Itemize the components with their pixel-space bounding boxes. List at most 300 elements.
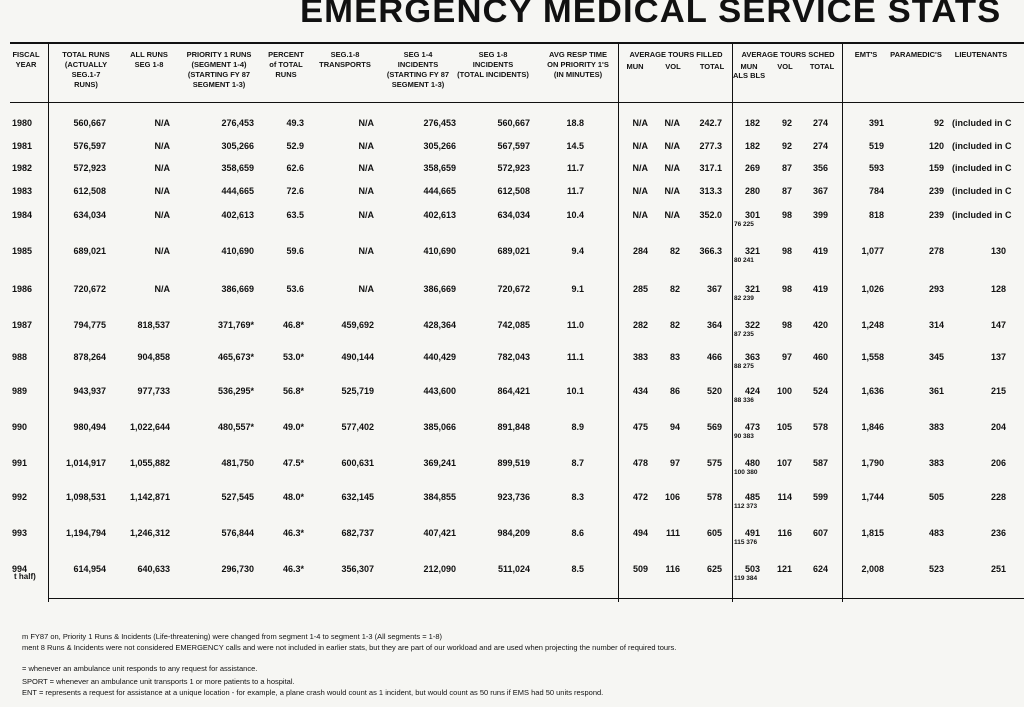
cell-total-runs: 612,508 xyxy=(73,186,106,196)
cell-tf-mun: 494 xyxy=(632,528,648,538)
cell-ts-mun: 182 xyxy=(744,118,760,128)
cell-tf-vol: N/A xyxy=(664,163,680,173)
cell-priority1: 576,844 xyxy=(221,528,254,538)
cell-tf-mun: 282 xyxy=(632,320,648,330)
cell-ts-mun: 480 xyxy=(744,458,760,468)
cell-percent: 49.3 xyxy=(286,118,304,128)
cell-incidents-1-8: 560,667 xyxy=(497,118,530,128)
cell-incidents-1-8: 864,421 xyxy=(497,386,530,396)
cell-percent: 49.0* xyxy=(282,422,304,432)
cell-tf-total: 364 xyxy=(706,320,722,330)
cell-tf-vol: 94 xyxy=(669,422,680,432)
cell-priority1: 444,665 xyxy=(221,186,254,196)
cell-ts-vol: 105 xyxy=(776,422,792,432)
table-row xyxy=(0,528,1024,568)
cell-tf-mun: 285 xyxy=(632,284,648,294)
cell-emts: 1,790 xyxy=(861,458,884,468)
cell-incidents-1-4: 386,669 xyxy=(423,284,456,294)
cell-transports: N/A xyxy=(358,186,374,196)
cell-tf-total: 605 xyxy=(706,528,722,538)
cell-total-runs: 878,264 xyxy=(73,352,106,362)
cell-ts-mun: 424 xyxy=(744,386,760,396)
cell-transports: N/A xyxy=(358,284,374,294)
cell-tf-total: 242.7 xyxy=(699,118,722,128)
cell-emts: 1,026 xyxy=(861,284,884,294)
cell-ts-mun: 503 xyxy=(744,564,760,574)
cell-ts-total: 367 xyxy=(812,186,828,196)
cell-all-runs: N/A xyxy=(154,163,170,173)
cell-emts: 2,008 xyxy=(861,564,884,574)
cell-als-bls: 76 225 xyxy=(734,221,754,228)
cell-tf-total: 317.1 xyxy=(699,163,722,173)
cell-tf-vol: N/A xyxy=(664,186,680,196)
cell-lieutenants: 128 xyxy=(990,284,1006,294)
cell-tf-vol: 111 xyxy=(665,528,680,538)
cell-priority1: 371,769* xyxy=(217,320,254,330)
cell-all-runs: 1,246,312 xyxy=(129,528,170,538)
cell-ts-mun: 485 xyxy=(744,492,760,502)
cell-paramedics: 159 xyxy=(928,163,944,173)
cell-avg-resp: 18.8 xyxy=(566,118,584,128)
cell-emts: 784 xyxy=(868,186,884,196)
cell-ts-total: 419 xyxy=(812,284,828,294)
cell-incidents-1-8: 891,848 xyxy=(497,422,530,432)
cell-total-runs: 614,954 xyxy=(73,564,106,574)
cell-paramedics: 383 xyxy=(928,458,944,468)
cell-als-bls: 80 241 xyxy=(734,257,754,264)
cell-percent: 47.5* xyxy=(282,458,304,468)
cell-incidents-1-4: 385,066 xyxy=(423,422,456,432)
cell-als-bls: 82 239 xyxy=(734,295,754,302)
cell-lieutenants: 137 xyxy=(990,352,1006,362)
cell-ts-total: 524 xyxy=(812,386,828,396)
cell-tf-mun: 434 xyxy=(632,386,648,396)
cell-all-runs: N/A xyxy=(154,118,170,128)
cell-paramedics: 345 xyxy=(928,352,944,362)
cell-tf-vol: 82 xyxy=(669,284,680,294)
cell-ts-total: 399 xyxy=(812,210,828,220)
cell-percent: 48.0* xyxy=(282,492,304,502)
cell-tf-vol: 82 xyxy=(669,246,680,256)
cell-tf-vol: N/A xyxy=(664,118,680,128)
cell-incidents-1-8: 720,672 xyxy=(497,284,530,294)
cell-paramedics: 92 xyxy=(933,118,944,128)
cell-transports: N/A xyxy=(358,141,374,151)
cell-paramedics: 483 xyxy=(928,528,944,538)
cell-emts: 1,558 xyxy=(861,352,884,362)
cell-tf-vol: N/A xyxy=(664,141,680,151)
cell-ts-vol: 98 xyxy=(781,210,792,220)
cell-paramedics: 278 xyxy=(928,246,944,256)
cell-tf-total: 466 xyxy=(706,352,722,362)
cell-ts-vol: 87 xyxy=(781,186,792,196)
cell-tf-mun: N/A xyxy=(632,186,648,196)
cell-lieutenants: (included in C xyxy=(952,186,1012,196)
cell-tf-vol: 86 xyxy=(669,386,680,396)
header-ts-total: TOTAL xyxy=(809,62,835,71)
cell-incidents-1-8: 984,209 xyxy=(497,528,530,538)
cell-transports: 525,719 xyxy=(341,386,374,396)
cell-transports: 632,145 xyxy=(341,492,374,502)
cell-lieutenants: (included in C xyxy=(952,210,1012,220)
cell-ts-vol: 92 xyxy=(781,118,792,128)
cell-als-bls: 115 376 xyxy=(734,539,758,546)
cell-incidents-1-4: 276,453 xyxy=(423,118,456,128)
cell-priority1: 386,669 xyxy=(221,284,254,294)
cell-transports: 682,737 xyxy=(341,528,374,538)
cell-lieutenants: 251 xyxy=(990,564,1006,574)
cell-avg-resp: 10.1 xyxy=(566,386,584,396)
cell-lieutenants: 147 xyxy=(990,320,1006,330)
header-tours-filled: AVERAGE TOURS FILLED xyxy=(629,50,723,59)
cell-lieutenants: 206 xyxy=(990,458,1006,468)
cell-transports: N/A xyxy=(358,210,374,220)
cell-ts-total: 274 xyxy=(812,118,828,128)
cell-priority1: 481,750 xyxy=(221,458,254,468)
cell-tf-mun: 509 xyxy=(632,564,648,574)
cell-paramedics: 361 xyxy=(928,386,944,396)
cell-incidents-1-8: 782,043 xyxy=(497,352,530,362)
cell-tf-mun: 478 xyxy=(632,458,648,468)
cell-ts-vol: 121 xyxy=(776,564,792,574)
cell-lieutenants: 130 xyxy=(990,246,1006,256)
cell-ts-vol: 97 xyxy=(781,352,792,362)
cell-paramedics: 120 xyxy=(928,141,944,151)
cell-ts-total: 624 xyxy=(812,564,828,574)
cell-incidents-1-4: 212,090 xyxy=(423,564,456,574)
header-rule xyxy=(10,102,1024,103)
cell-emts: 1,744 xyxy=(861,492,884,502)
cell-emts: 1,248 xyxy=(861,320,884,330)
cell-incidents-1-4: 369,241 xyxy=(423,458,456,468)
cell-ts-total: 599 xyxy=(812,492,828,502)
cell-tf-vol: 83 xyxy=(669,352,680,362)
cell-priority1: 536,295* xyxy=(217,386,254,396)
header-avg-resp: AVG RESP TIME ON PRIORITY 1'S (IN MINUTES) xyxy=(547,50,609,79)
cell-tf-mun: N/A xyxy=(632,118,648,128)
cell-avg-resp: 9.4 xyxy=(571,246,584,256)
cell-fiscal-year: 1984 xyxy=(12,210,33,220)
cell-ts-total: 607 xyxy=(812,528,828,538)
cell-incidents-1-4: 444,665 xyxy=(423,186,456,196)
table-row xyxy=(0,564,1024,604)
cell-all-runs: N/A xyxy=(154,246,170,256)
cell-transports: 459,692 xyxy=(341,320,374,330)
cell-priority1: 305,266 xyxy=(221,141,254,151)
cell-incidents-1-8: 572,923 xyxy=(497,163,530,173)
header-emts: EMT'S xyxy=(854,50,878,59)
cell-tf-vol: N/A xyxy=(664,210,680,220)
cell-incidents-1-4: 384,855 xyxy=(423,492,456,502)
cell-incidents-1-4: 305,266 xyxy=(423,141,456,151)
cell-all-runs: 1,142,871 xyxy=(129,492,170,502)
cell-emts: 1,636 xyxy=(861,386,884,396)
cell-tf-mun: N/A xyxy=(632,210,648,220)
cell-percent: 59.6 xyxy=(286,246,304,256)
cell-ts-total: 578 xyxy=(812,422,828,432)
cell-lieutenants: 236 xyxy=(990,528,1006,538)
cell-incidents-1-4: 440,429 xyxy=(423,352,456,362)
cell-transports: N/A xyxy=(358,246,374,256)
cell-paramedics: 523 xyxy=(928,564,944,574)
cell-emts: 391 xyxy=(868,118,884,128)
cell-percent: 72.6 xyxy=(286,186,304,196)
cell-incidents-1-8: 634,034 xyxy=(497,210,530,220)
cell-tf-vol: 82 xyxy=(669,320,680,330)
cell-avg-resp: 9.1 xyxy=(571,284,584,294)
cell-tf-total: 575 xyxy=(706,458,722,468)
cell-fiscal-year: 994 xyxy=(12,564,28,574)
cell-incidents-1-8: 511,024 xyxy=(497,564,530,574)
cell-paramedics: 239 xyxy=(928,186,944,196)
header-ts-vol: VOL xyxy=(777,62,793,71)
cell-incidents-1-8: 689,021 xyxy=(497,246,530,256)
header-percent: PERCENT of TOTAL RUNS xyxy=(268,50,304,79)
cell-fiscal-year: 1981 xyxy=(12,141,33,151)
cell-emts: 1,846 xyxy=(861,422,884,432)
cell-transports: N/A xyxy=(358,118,374,128)
cell-ts-mun: 301 xyxy=(744,210,760,220)
cell-ts-vol: 100 xyxy=(776,386,792,396)
cell-transports: 600,631 xyxy=(341,458,374,468)
cell-priority1: 465,673* xyxy=(217,352,254,362)
header-lieutenants: LIEUTENANTS xyxy=(954,50,1008,59)
cell-emts: 1,815 xyxy=(861,528,884,538)
cell-total-runs: 1,098,531 xyxy=(65,492,106,502)
cell-fiscal-year: 989 xyxy=(12,386,28,396)
table-row xyxy=(0,386,1024,426)
cell-paramedics: 239 xyxy=(928,210,944,220)
cell-total-runs: 1,014,917 xyxy=(65,458,106,468)
cell-percent: 63.5 xyxy=(286,210,304,220)
cell-incidents-1-4: 407,421 xyxy=(423,528,456,538)
cell-total-runs: 560,667 xyxy=(73,118,106,128)
cell-total-runs: 943,937 xyxy=(73,386,106,396)
cell-emts: 593 xyxy=(868,163,884,173)
cell-tf-mun: 472 xyxy=(632,492,648,502)
cell-avg-resp: 8.7 xyxy=(571,458,584,468)
cell-avg-resp: 14.5 xyxy=(566,141,584,151)
cell-ts-mun: 321 xyxy=(744,284,760,294)
cell-total-runs: 980,494 xyxy=(73,422,106,432)
cell-tf-total: 520 xyxy=(706,386,722,396)
cell-transports: 577,402 xyxy=(341,422,374,432)
cell-paramedics: 293 xyxy=(928,284,944,294)
cell-als-bls: 88 275 xyxy=(734,363,754,370)
cell-tf-total: 578 xyxy=(706,492,722,502)
cell-total-runs: 689,021 xyxy=(73,246,106,256)
cell-total-runs: 572,923 xyxy=(73,163,106,173)
cell-avg-resp: 8.3 xyxy=(571,492,584,502)
cell-transports: 490,144 xyxy=(341,352,374,362)
cell-percent: 53.0* xyxy=(282,352,304,362)
cell-total-runs: 720,672 xyxy=(73,284,106,294)
cell-tf-mun: 284 xyxy=(632,246,648,256)
cell-total-runs: 1,194,794 xyxy=(65,528,106,538)
cell-all-runs: N/A xyxy=(154,284,170,294)
cell-ts-vol: 98 xyxy=(781,320,792,330)
cell-incidents-1-8: 899,519 xyxy=(497,458,530,468)
cell-emts: 818 xyxy=(868,210,884,220)
header-tours-sched: AVERAGE TOURS SCHED xyxy=(741,50,835,59)
cell-tf-total: 352.0 xyxy=(699,210,722,220)
cell-ts-vol: 92 xyxy=(781,141,792,151)
cell-ts-total: 356 xyxy=(812,163,828,173)
footnote: = whenever an ambulance unit responds to any request for assistance. xyxy=(22,664,258,673)
cell-als-bls: 88 336 xyxy=(734,397,754,404)
header-tf-mun: MUN xyxy=(626,62,644,71)
table-row xyxy=(0,422,1024,462)
cell-incidents-1-4: 443,600 xyxy=(423,386,456,396)
cell-priority1: 296,730 xyxy=(221,564,254,574)
cell-incidents-1-8: 567,597 xyxy=(497,141,530,151)
table-row xyxy=(0,492,1024,532)
cell-all-runs: N/A xyxy=(154,210,170,220)
cell-ts-mun: 473 xyxy=(744,422,760,432)
cell-incidents-1-4: 402,613 xyxy=(423,210,456,220)
footnote: SPORT = whenever an ambulance unit transports 1 or more patients to a hospital. xyxy=(22,677,295,686)
cell-incidents-1-8: 742,085 xyxy=(497,320,530,330)
cell-priority1: 402,613 xyxy=(221,210,254,220)
cell-all-runs: N/A xyxy=(154,141,170,151)
header-incidents-1-4: SEG 1-4 INCIDENTS (STARTING FY 87 SEGMENT 1-3) xyxy=(386,50,450,89)
header-tf-total: TOTAL xyxy=(699,62,725,71)
header-priority1: PRIORITY 1 RUNS (SEGMENT 1-4) (STARTING FY 87 SEGMENT 1-3) xyxy=(186,50,252,89)
cell-total-runs: 634,034 xyxy=(73,210,106,220)
cell-ts-vol: 98 xyxy=(781,284,792,294)
cell-tf-vol: 106 xyxy=(664,492,680,502)
cell-lieutenants: (included in C xyxy=(952,163,1012,173)
cell-all-runs: 640,633 xyxy=(137,564,170,574)
cell-lieutenants: 215 xyxy=(990,386,1006,396)
cell-paramedics: 383 xyxy=(928,422,944,432)
cell-priority1: 410,690 xyxy=(221,246,254,256)
cell-fiscal-year: 1983 xyxy=(12,186,33,196)
cell-priority1: 527,545 xyxy=(221,492,254,502)
cell-fiscal-year: 1985 xyxy=(12,246,33,256)
cell-all-runs: 1,022,644 xyxy=(129,422,170,432)
cell-als-bls: 90 383 xyxy=(734,433,754,440)
cell-lieutenants: (included in C xyxy=(952,118,1012,128)
footnote: ment 8 Runs & Incidents were not considered EMERGENCY calls and were not included in earlier stats, but they are part of our workload and are used when projecting the number of required tours. xyxy=(22,643,677,652)
cell-ts-vol: 98 xyxy=(781,246,792,256)
cell-lieutenants: 228 xyxy=(990,492,1006,502)
cell-fiscal-year: 1980 xyxy=(12,118,33,128)
cell-ts-mun: 321 xyxy=(744,246,760,256)
header-ts-als-bls: ALS BLS xyxy=(733,71,766,80)
cell-all-runs: 818,537 xyxy=(137,320,170,330)
cell-priority1: 276,453 xyxy=(221,118,254,128)
cell-avg-resp: 10.4 xyxy=(566,210,584,220)
cell-transports: 356,307 xyxy=(341,564,374,574)
header-all-runs: ALL RUNS SEG 1-8 xyxy=(130,50,168,69)
cell-ts-vol: 116 xyxy=(777,528,792,538)
cell-ts-vol: 87 xyxy=(781,163,792,173)
cell-als-bls: 87 235 xyxy=(734,331,754,338)
cell-tf-mun: 383 xyxy=(632,352,648,362)
cell-ts-mun: 269 xyxy=(744,163,760,173)
cell-avg-resp: 11.7 xyxy=(566,163,584,173)
cell-percent: 62.6 xyxy=(286,163,304,173)
cell-incidents-1-8: 923,736 xyxy=(497,492,530,502)
cell-tf-vol: 97 xyxy=(669,458,680,468)
table-row xyxy=(0,246,1024,286)
cell-transports: N/A xyxy=(358,163,374,173)
top-rule xyxy=(10,42,1024,44)
cell-fiscal-year: 1986 xyxy=(12,284,33,294)
header-fiscal-year: FISCAL YEAR xyxy=(12,50,40,69)
cell-tf-total: 569 xyxy=(706,422,722,432)
cell-total-runs: 576,597 xyxy=(73,141,106,151)
cell-avg-resp: 8.9 xyxy=(571,422,584,432)
cell-ts-total: 274 xyxy=(812,141,828,151)
cell-tf-total: 366.3 xyxy=(699,246,722,256)
header-transports: SEG.1-8 TRANSPORTS xyxy=(319,50,371,69)
cell-percent: 53.6 xyxy=(286,284,304,294)
cell-tf-mun: 475 xyxy=(632,422,648,432)
cell-emts: 519 xyxy=(868,141,884,151)
cell-all-runs: N/A xyxy=(154,186,170,196)
cell-als-bls: 119 384 xyxy=(734,575,758,582)
header-paramedics: PARAMEDIC'S xyxy=(890,50,942,59)
cell-ts-mun: 491 xyxy=(744,528,760,538)
cell-ts-mun: 280 xyxy=(744,186,760,196)
cell-fiscal-year: 1982 xyxy=(12,163,33,173)
cell-paramedics: 314 xyxy=(928,320,944,330)
cell-incidents-1-4: 428,364 xyxy=(423,320,456,330)
footnote: m FY87 on, Priority 1 Runs & Incidents (Life-threatening) were changed from segment 1-4 to segment 1-3 (All segments = 1-8) xyxy=(22,632,442,641)
header-ts-mun: MUN xyxy=(740,62,758,71)
cell-avg-resp: 8.5 xyxy=(571,564,584,574)
cell-fiscal-year: 991 xyxy=(12,458,28,468)
cell-ts-vol: 114 xyxy=(777,492,792,502)
cell-tf-total: 367 xyxy=(706,284,722,294)
cell-emts: 1,077 xyxy=(861,246,884,256)
cell-all-runs: 904,858 xyxy=(137,352,170,362)
cell-fiscal-year: 990 xyxy=(12,422,28,432)
cell-percent: 46.3* xyxy=(282,564,304,574)
cell-ts-mun: 322 xyxy=(744,320,760,330)
page-title: EMERGENCY MEDICAL SERVICE STATS xyxy=(300,0,1002,29)
cell-incidents-1-4: 358,659 xyxy=(423,163,456,173)
cell-paramedics: 505 xyxy=(928,492,944,502)
cell-fiscal-year-note: t half) xyxy=(14,572,36,581)
cell-fiscal-year: 1987 xyxy=(12,320,33,330)
cell-ts-mun: 182 xyxy=(744,141,760,151)
table-row xyxy=(0,284,1024,324)
cell-tf-vol: 116 xyxy=(665,564,680,574)
cell-fiscal-year: 988 xyxy=(12,352,28,362)
cell-lieutenants: 204 xyxy=(990,422,1006,432)
cell-percent: 46.3* xyxy=(282,528,304,538)
cell-ts-mun: 363 xyxy=(744,352,760,362)
cell-fiscal-year: 993 xyxy=(12,528,28,538)
cell-ts-total: 420 xyxy=(812,320,828,330)
header-tf-vol: VOL xyxy=(665,62,681,71)
cell-tf-mun: N/A xyxy=(632,163,648,173)
cell-tf-mun: N/A xyxy=(632,141,648,151)
cell-percent: 56.8* xyxy=(282,386,304,396)
cell-als-bls: 112 373 xyxy=(734,503,758,510)
cell-lieutenants: (included in C xyxy=(952,141,1012,151)
cell-ts-vol: 107 xyxy=(776,458,792,468)
cell-ts-total: 419 xyxy=(812,246,828,256)
cell-fiscal-year: 992 xyxy=(12,492,28,502)
cell-ts-total: 460 xyxy=(812,352,828,362)
cell-incidents-1-4: 410,690 xyxy=(423,246,456,256)
cell-percent: 46.8* xyxy=(282,320,304,330)
cell-incidents-1-8: 612,508 xyxy=(497,186,530,196)
